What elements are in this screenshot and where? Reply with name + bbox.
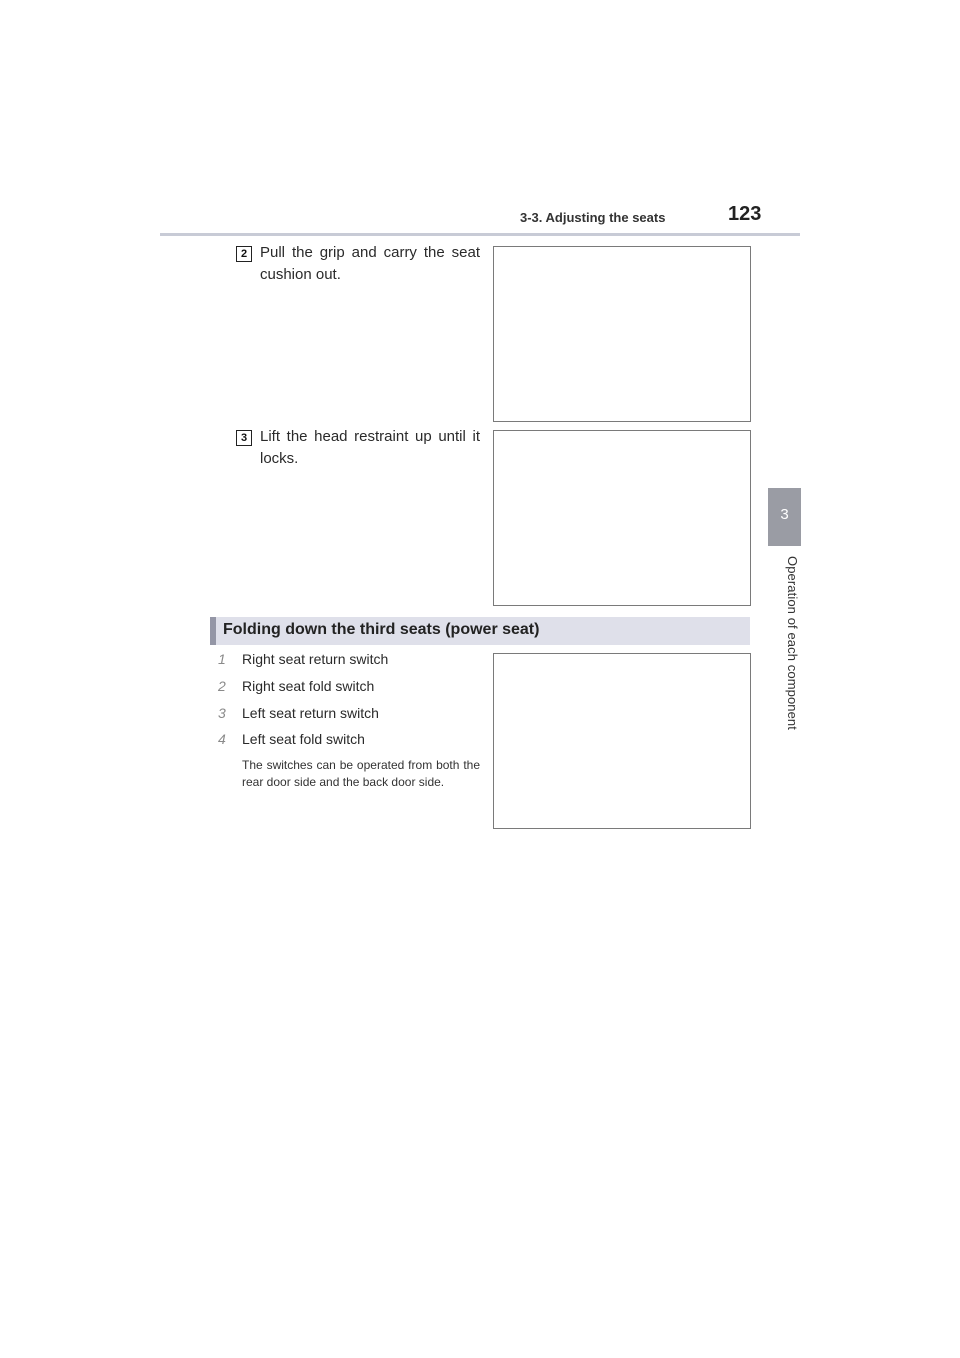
- section-heading-bar: [210, 617, 750, 645]
- list-item-label: Left seat fold switch: [242, 731, 365, 747]
- header-divider: [160, 233, 800, 236]
- list-item-label: Right seat fold switch: [242, 678, 375, 694]
- section-heading-accent: [210, 617, 216, 645]
- list-item-number: 2: [218, 678, 226, 694]
- step-instruction: Pull the grip and carry the seat cushion out.: [260, 244, 480, 283]
- note-text: The switches can be operated from both the rear door side and the back door side.: [242, 758, 480, 789]
- list-item-label: Right seat return switch: [242, 651, 389, 667]
- list-item-number: 1: [218, 651, 226, 667]
- chapter-tab-number: 3: [780, 506, 789, 523]
- step-number-badge: 2: [236, 246, 252, 262]
- step-2-illustration: [493, 246, 751, 422]
- list-item-number: 4: [218, 731, 226, 747]
- chapter-side-title: Operation of each component: [785, 556, 800, 730]
- step-instruction: Lift the head restraint up until it locks.: [260, 428, 480, 467]
- power-seat-switches-illustration: [493, 653, 751, 829]
- running-header-section: 3-3. Adjusting the seats: [520, 210, 666, 225]
- section-title: Folding down the third seats (power seat): [223, 621, 540, 638]
- list-item-number: 3: [218, 705, 226, 721]
- list-item-label: Left seat return switch: [242, 705, 379, 721]
- step-number-badge: 3: [236, 430, 252, 446]
- step-3-illustration: [493, 430, 751, 606]
- page-number: 123: [728, 203, 762, 225]
- chapter-tab: [768, 488, 801, 546]
